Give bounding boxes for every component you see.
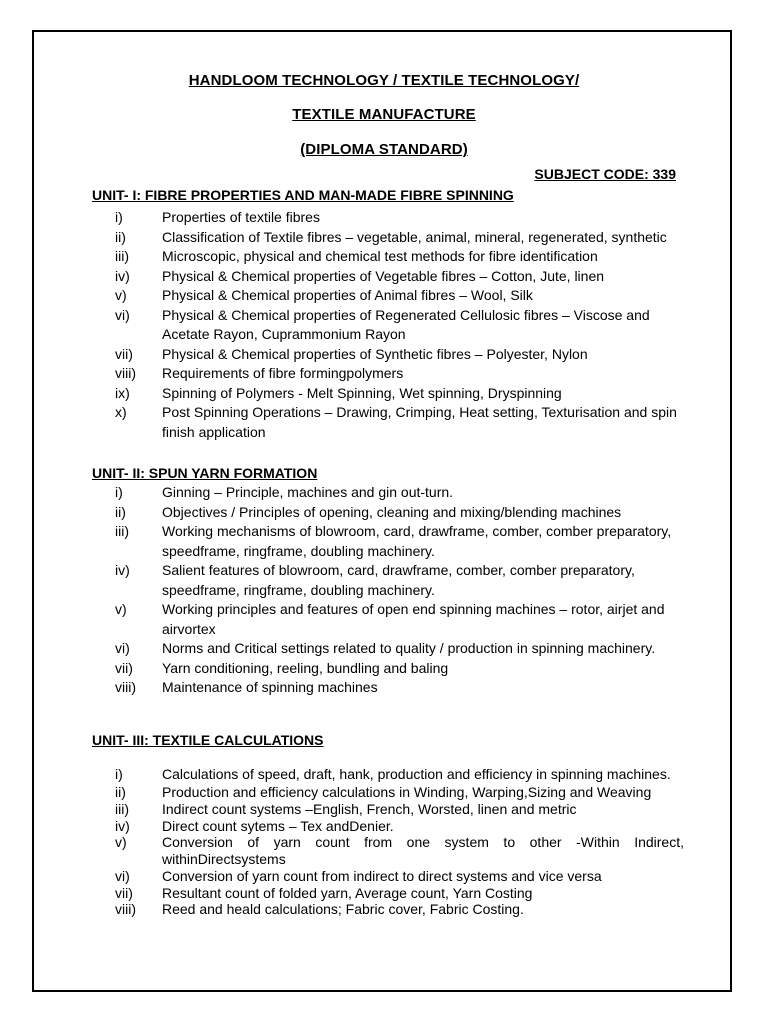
list-item: ii) Production and efficiency calculations in Winding, Warping,Sizing and Weaving: [115, 783, 652, 800]
list-item: iii) Microscopic, physical and chemical test methods for fibre identification: [115, 248, 598, 264]
list-item: vii) Resultant count of folded yarn, Average count, Yarn Costing: [115, 884, 533, 901]
list-item: vi) Norms and Critical settings related to quality / production in spinning machinery.: [115, 640, 656, 656]
list-item: vi) Physical & Chemical properties of Regenerated Cellulosic fibres – Viscose and Acetate Rayon, Cuprammonium Rayon: [115, 306, 650, 342]
list-item: vii) Yarn conditioning, reeling, bundling and baling: [115, 659, 449, 676]
list-item: vi) Conversion of yarn count from indirect to direct systems and vice versa: [115, 868, 602, 884]
list-item: iv) Salient features of blowroom, card, drawframe, comber, comber preparatory, speedframe, ringframe, doubling machinery.: [115, 562, 635, 598]
list-item: vii) Physical & Chemical properties of Synthetic fibres – Polyester, Nylon: [115, 345, 588, 362]
list-item: iv) Physical & Chemical properties of Vegetable fibres – Cotton, Jute, linen: [115, 267, 605, 284]
list-item: iii) Indirect count systems –English, French, Worsted, linen and metric: [115, 801, 577, 817]
list-item: i) Ginning – Principle, machines and gin out-turn.: [115, 484, 454, 500]
title-line-2: TEXTILE MANUFACTURE: [292, 106, 476, 123]
list-item: i) Properties of textile fibres: [115, 209, 320, 225]
list-item: viii) Reed and heald calculations; Fabric cover, Fabric Costing.: [115, 901, 524, 917]
list-item: v) Conversion of yarn count from one system to other -Within Indirect, withinDirectsystems: [115, 834, 684, 867]
list-item: v) Physical & Chemical properties of Animal fibres – Wool, Silk: [115, 287, 533, 303]
unit-1-heading: UNIT- I: FIBRE PROPERTIES AND MAN-MADE FIBRE SPINNING: [92, 187, 514, 203]
unit-3-heading: UNIT- III: TEXTILE CALCULATIONS: [92, 732, 324, 748]
list-item: ii) Classification of Textile fibres – vegetable, animal, mineral, regenerated, synthetic: [115, 228, 667, 245]
unit-2-heading: UNIT- II: SPUN YARN FORMATION: [92, 465, 318, 481]
list-item: i) Calculations of speed, draft, hank, production and efficiency in spinning machines.: [115, 766, 671, 782]
subject-code: SUBJECT CODE: 339: [534, 166, 676, 182]
list-item: ix) Spinning of Polymers - Melt Spinning, Wet spinning, Dryspinning: [115, 384, 562, 401]
list-item: viii) Maintenance of spinning machines: [115, 679, 378, 695]
list-item: x) Post Spinning Operations – Drawing, Crimping, Heat setting, Texturisation and spin finish application: [115, 404, 677, 440]
title-line-3: (DIPLOMA STANDARD): [300, 141, 468, 158]
title-line-1: HANDLOOM TECHNOLOGY / TEXTILE TECHNOLOGY/: [188, 72, 580, 89]
list-item: ii) Objectives / Principles of opening, cleaning and mixing/blending machines: [115, 503, 622, 520]
unit-1-list: [92, 208, 692, 442]
unit-3-list: [92, 766, 684, 918]
list-item: viii) Requirements of fibre formingpolymers: [115, 365, 404, 381]
list-item: iv) Direct count sytems – Tex andDenier.: [115, 817, 394, 834]
list-item: v) Working principles and features of open end spinning machines – rotor, airjet and airvortex: [115, 601, 665, 637]
unit-2-list: [92, 483, 692, 698]
list-item: iii) Working mechanisms of blowroom, card, drawframe, comber, comber preparatory, speedframe, ringframe, doubling machinery.: [115, 523, 672, 559]
